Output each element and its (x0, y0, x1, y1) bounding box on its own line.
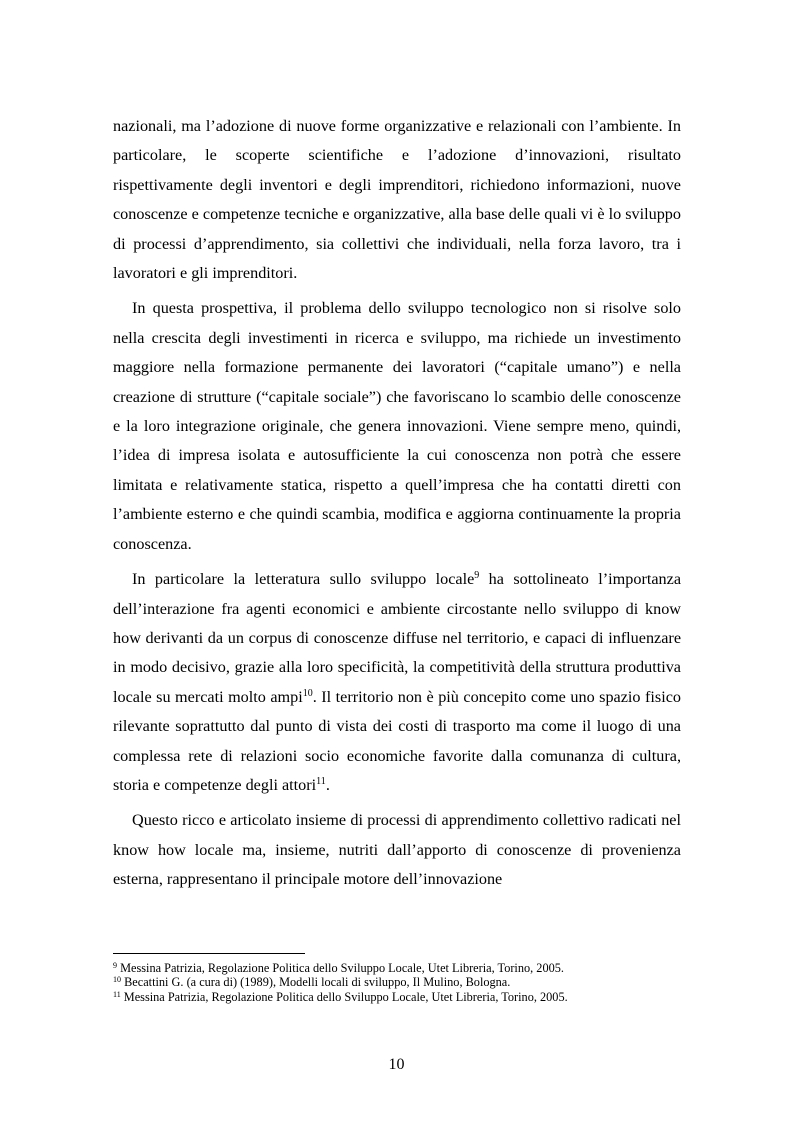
paragraph-2 (113, 294, 681, 559)
footnotes (113, 961, 713, 1004)
paragraph-1 (113, 112, 681, 288)
footnote-number: 11 (113, 989, 121, 999)
footnote-separator (113, 953, 305, 954)
footnote-text: Messina Patrizia, Regolazione Politica dello Sviluppo Locale, Utet Libreria, Torino, 2005. (120, 989, 568, 1004)
paragraph-3 (113, 565, 681, 800)
paragraph-text: nazionali, ma l’adozione di nuove forme organizzative e relazionali con l’ambiente. In particolare, le scoperte scientifiche e l’adozione d’innovazioni, risultato rispettivamente degli inventori e degli imprenditori, richiedono informazioni, nuove conoscenze e competenze tecniche e organizzative, alla base delle quali vi è lo sviluppo di processi d’apprendimento, sia collettivi che individuali, nella forza lavoro, tra i lavoratori e gli imprenditori. (113, 117, 681, 283)
footnote-number: 9 (113, 961, 117, 970)
paragraph-text: Questo ricco e articolato insieme di processi di apprendimento collettivo radicati nel know how locale ma, insieme, nutriti dall’apporto di conoscenze di provenienza esterna, rappresentano il principale motore dell’innovazione (113, 811, 681, 889)
footnote-text: Messina Patrizia, Regolazione Politica dello Sviluppo Locale, Utet Libreria, Torino, 2005. (117, 961, 564, 975)
page-number: 10 (388, 1056, 405, 1073)
footnote-text: Becattini G. (a cura di) (1989), Modelli locali di sviluppo, Il Mulino, Bologna. (121, 975, 511, 990)
paragraph-4 (113, 806, 681, 894)
footnote-ref-11: 11 (316, 775, 326, 787)
footnote-ref-10: 10 (302, 687, 313, 699)
paragraph-text: . Il territorio non è più concepito come uno spazio fisico rilevante soprattutto dal punto di vista dei costi di trasporto ma come il luogo di una complessa rete di relazioni socio economiche favorite dalla comunanza di cultura, storia e competenze degli attori (113, 687, 681, 794)
body-text (113, 112, 681, 901)
footnote-number: 10 (113, 975, 121, 985)
footnote-11 (113, 990, 713, 1004)
paragraph-text: In questa prospettiva, il problema dello sviluppo tecnologico non si risolve solo nella crescita degli investimenti in ricerca e sviluppo, ma richiede un investimento maggiore nella formazione permanente dei lavoratori (“capitale umano”) e nella creazione di strutture (“capitale sociale”) che favoriscano lo scambio delle conoscenze e la loro integrazione originale, che genera innovazioni. Viene sempre meno, quindi, l’idea di impresa isolata e autosufficiente la cui conoscenza non potrà che essere limitata e relativamente statica, rispetto a quell’impresa che ha contatti diretti con l’ambiente esterno e che quindi scambia, modifica e aggiorna continuamente la propria conoscenza. (113, 299, 681, 553)
paragraph-text: ha sottolineato l’importanza dell’interazione fra agenti economici e ambiente circostante nello sviluppo di know how derivanti da un corpus di conoscenze diffuse nel territorio, e capaci di influenzare in modo decisivo, grazie alla loro specificità, la competitività della struttura produttiva locale su mercati molto ampi (113, 570, 681, 706)
footnote-10 (113, 975, 713, 989)
footnote-ref-9: 9 (474, 570, 480, 582)
paragraph-text: . (325, 775, 330, 794)
footnote-9 (113, 961, 713, 975)
paragraph-text: In particolare la letteratura sullo sviluppo locale (132, 570, 475, 589)
